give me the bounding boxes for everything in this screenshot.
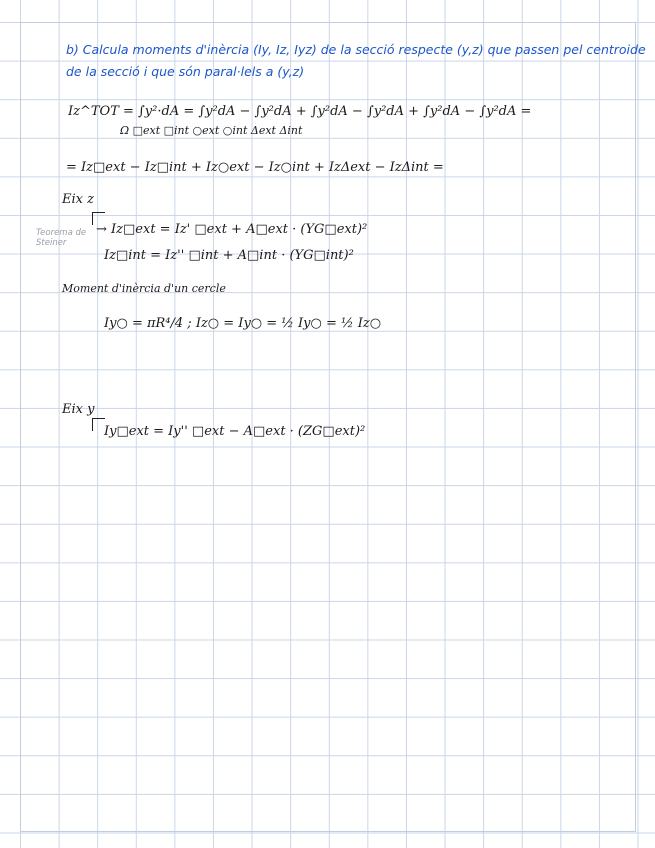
circle-heading: Moment d'inèrcia d'un cercle xyxy=(62,282,226,295)
equation-total-iz: Iz^TOT = ∫y²·dA = ∫y²dA − ∫y²dA + ∫y²dA − ∫y²dA + ∫y²dA − ∫y²dA = xyxy=(68,104,532,119)
eix-z-label: Eix z xyxy=(62,192,94,207)
heading-line-1: b) Calcula moments d'inèrcia (Iy, Iz, Iyz) de la secció respecte (y,z) que passen pel centroide xyxy=(66,42,646,57)
steiner-note: Teorema de Steiner xyxy=(36,228,87,248)
eix-y-steiner-ext: Iy□ext = Iy'' □ext − A□ext · (ZG□ext)² xyxy=(104,424,366,439)
eix-z-steiner-int: Iz□int = Iz'' □int + A□int · (YG□int)² xyxy=(104,248,354,263)
equation-total-iz-subscripts: Ω □ext □int ○ext ○int Δext Δint xyxy=(120,124,303,137)
eix-z-steiner-ext: → Iz□ext = Iz' □ext + A□ext · (YG□ext)² xyxy=(96,222,368,237)
equation-decomposition: = Iz□ext − Iz□int + Iz○ext − Iz○int + IzΔext − IzΔint = xyxy=(66,160,444,175)
eix-y-label: Eix y xyxy=(62,402,95,417)
circle-formula: Iy○ = πR⁴/4 ; Iz○ = Iy○ = ½ Iy○ = ½ Iz○ xyxy=(104,316,382,331)
heading-line-2: de la secció i que són paral·lels a (y,z) xyxy=(66,64,305,79)
